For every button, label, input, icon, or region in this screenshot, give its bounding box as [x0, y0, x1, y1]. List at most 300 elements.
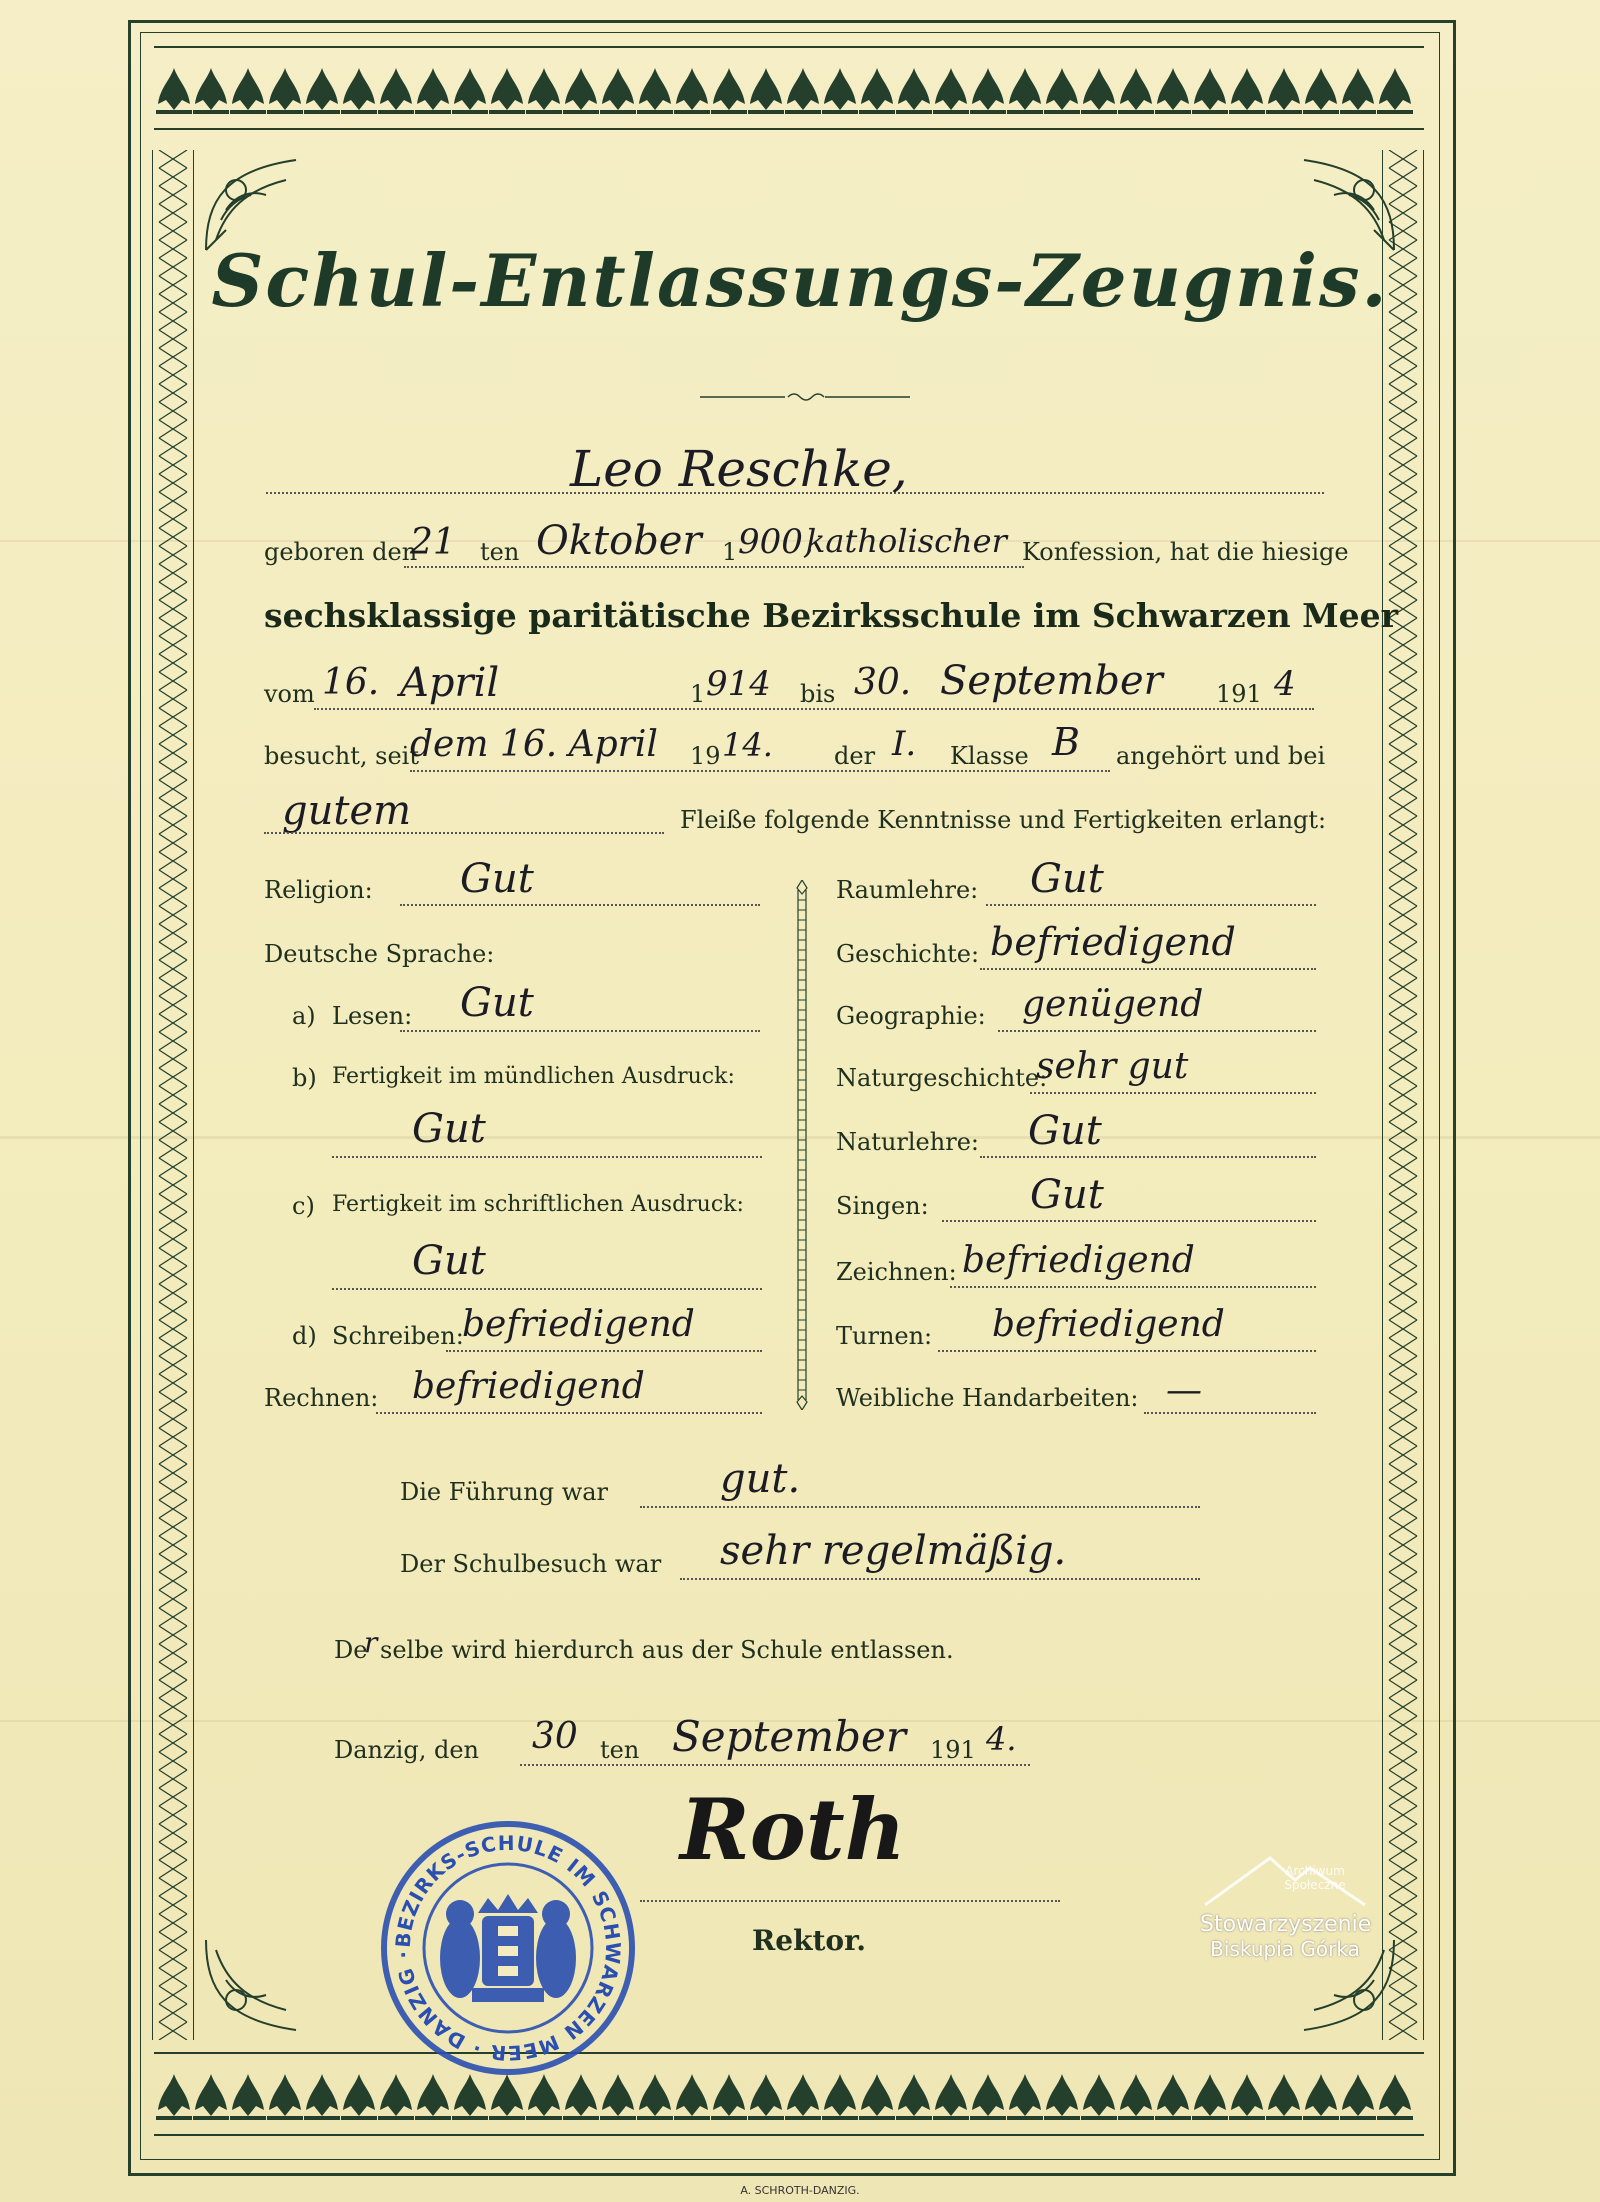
handarbeiten-label: Weibliche Handarbeiten:	[836, 1384, 1139, 1412]
fleur-base	[230, 2116, 266, 2120]
fleur-ornament	[491, 2074, 523, 2116]
rechnen-dotted-line	[376, 1412, 762, 1414]
border-zigzag	[159, 852, 187, 870]
birth-dotted-line	[404, 566, 1024, 568]
fleur-base	[896, 2116, 932, 2120]
printer-imprint: A. SCHROTH-DANZIG.	[740, 2184, 860, 2197]
class-year: 14.	[722, 726, 773, 764]
border-zigzag	[1389, 1392, 1417, 1410]
border-zigzag	[159, 1554, 187, 1572]
fleur-base	[415, 110, 451, 114]
border-zigzag	[1389, 330, 1417, 348]
border-zigzag	[159, 654, 187, 672]
birth-year-prefix: 1	[722, 538, 738, 566]
fleur-ornament	[676, 68, 708, 110]
student-name: Leo Reschke,	[570, 440, 908, 498]
border-zigzag	[1389, 510, 1417, 528]
school-seal-stamp	[378, 1818, 638, 2078]
border-zigzag	[159, 798, 187, 816]
fleur-ornament	[935, 2074, 967, 2116]
naturgeschichte-dotted-line	[1030, 1092, 1316, 1094]
border-zigzag	[1389, 366, 1417, 384]
schulbesuch-label: Der Schulbesuch war	[400, 1550, 662, 1578]
fleur-ornament	[1009, 68, 1041, 110]
date-place: Danzig, den	[334, 1736, 479, 1764]
fleur-base	[489, 110, 525, 114]
bottom-ornament-band	[154, 2052, 1424, 2136]
fleur-ornament	[1379, 2074, 1411, 2116]
vom-label: vom	[264, 680, 315, 708]
fleur-ornament	[602, 2074, 634, 2116]
besucht-label: besucht, seit	[264, 742, 419, 770]
fleur-base	[600, 110, 636, 114]
fleur-ornament	[565, 68, 597, 110]
religion-dotted-line	[400, 904, 760, 906]
fleur-base	[933, 110, 969, 114]
border-zigzag	[1389, 1896, 1417, 1914]
muendlich-label: Fertigkeit im mündlichen Ausdruck:	[332, 1064, 735, 1089]
date-year: 4.	[986, 1720, 1017, 1758]
fleur-base	[304, 2116, 340, 2120]
border-zigzag	[1389, 546, 1417, 564]
border-zigzag	[159, 510, 187, 528]
border-zigzag	[159, 384, 187, 402]
fleur-base	[1340, 110, 1376, 114]
date-dotted-line	[520, 1764, 1030, 1766]
border-zigzag	[159, 1716, 187, 1734]
border-zigzag	[159, 690, 187, 708]
rechnen-grade: befriedigend	[412, 1366, 645, 1407]
singen-dotted-line	[942, 1220, 1316, 1222]
border-zigzag	[159, 1734, 187, 1752]
fleur-base	[933, 2116, 969, 2120]
class-number: I.	[892, 724, 917, 764]
fleur-base	[1192, 110, 1228, 114]
from-year: 914	[706, 664, 771, 704]
corner-flourish-bottom-left	[196, 1930, 306, 2040]
border-zigzag	[1389, 1356, 1417, 1374]
border-zigzag	[159, 888, 187, 906]
zeichnen-grade: befriedigend	[962, 1240, 1195, 1281]
fleur-base	[489, 2116, 525, 2120]
fleur-base	[1266, 110, 1302, 114]
birth-ten: ten	[480, 538, 520, 566]
turnen-label: Turnen:	[836, 1322, 933, 1350]
border-zigzag	[159, 1662, 187, 1680]
fleur-ornament	[306, 68, 338, 110]
turnen-dotted-line	[938, 1350, 1316, 1352]
class-dotted-line	[410, 770, 1110, 772]
schriftlich-grade: Gut	[412, 1238, 486, 1284]
fleur-base	[156, 110, 192, 114]
border-zigzag	[159, 528, 187, 546]
border-zigzag	[159, 1986, 187, 2004]
watermark-line3: Stowarzyszenie	[1200, 1912, 1372, 1937]
border-zigzag	[1389, 780, 1417, 798]
border-zigzag	[1389, 1500, 1417, 1518]
border-zigzag	[1389, 456, 1417, 474]
watermark-line1: Archiwum	[1285, 1864, 1345, 1878]
border-zigzag	[1389, 816, 1417, 834]
border-zigzag	[159, 1770, 187, 1788]
border-zigzag	[159, 1410, 187, 1428]
border-zigzag	[159, 1572, 187, 1590]
fleur-ornament	[195, 68, 227, 110]
attendance-dotted-line	[314, 708, 1314, 710]
border-zigzag	[159, 456, 187, 474]
border-zigzag	[159, 1590, 187, 1608]
fleur-base	[1155, 2116, 1191, 2120]
border-zigzag	[159, 1284, 187, 1302]
border-zigzag	[159, 1302, 187, 1320]
dismissal-text: selbe wird hierdurch aus der Schule entlassen.	[380, 1636, 954, 1664]
fleur-base	[1340, 2116, 1376, 2120]
schreiben-dotted-line	[446, 1350, 762, 1352]
fleur-ornament	[528, 68, 560, 110]
border-zigzag	[159, 1032, 187, 1050]
fleur-base	[563, 110, 599, 114]
fleur-ornament	[750, 2074, 782, 2116]
date-day: 30	[532, 1716, 578, 1757]
border-zigzag	[1389, 744, 1417, 762]
border-zigzag	[1389, 564, 1417, 582]
fleur-ornament	[306, 2074, 338, 2116]
border-zigzag	[1389, 978, 1417, 996]
top-ornament-band	[154, 46, 1424, 130]
fleur-ornament	[750, 68, 782, 110]
date-ten: ten	[600, 1736, 640, 1764]
fleur-base	[267, 2116, 303, 2120]
border-zigzag	[159, 186, 187, 204]
schriftlich-prefix: c)	[292, 1192, 315, 1220]
fleur-base	[193, 110, 229, 114]
border-zigzag	[159, 1482, 187, 1500]
border-zigzag	[159, 1500, 187, 1518]
fleur-base	[1044, 110, 1080, 114]
turnen-grade: befriedigend	[992, 1304, 1225, 1345]
border-zigzag	[159, 1752, 187, 1770]
border-zigzag	[1389, 1572, 1417, 1590]
fuehrung-dotted-line	[640, 1506, 1200, 1508]
left-side-border	[152, 150, 194, 2040]
fleur-ornament	[491, 68, 523, 110]
fleur-ornament	[1305, 2074, 1337, 2116]
border-zigzag	[1389, 1536, 1417, 1554]
fleur-base	[896, 110, 932, 114]
border-zigzag	[159, 1932, 187, 1950]
fleur-base	[1007, 2116, 1043, 2120]
dismissal-prefix: De	[334, 1636, 368, 1664]
fleur-ornament	[713, 68, 745, 110]
border-zigzag	[159, 1158, 187, 1176]
rechnen-label: Rechnen:	[264, 1384, 379, 1412]
schreiben-label: Schreiben:	[332, 1322, 464, 1350]
fleur-base	[970, 2116, 1006, 2120]
border-zigzag	[159, 1428, 187, 1446]
border-zigzag	[159, 762, 187, 780]
right-side-border	[1382, 150, 1424, 2040]
fleur-ornament	[861, 2074, 893, 2116]
border-zigzag	[159, 1140, 187, 1158]
birth-day: 21	[410, 522, 456, 563]
border-zigzag	[1389, 1104, 1417, 1122]
border-zigzag	[159, 1968, 187, 1986]
geographie-grade: genügend	[1022, 984, 1204, 1025]
border-zigzag	[159, 996, 187, 1014]
fleur-ornament	[565, 2074, 597, 2116]
religion-label: Religion:	[264, 876, 373, 904]
border-zigzag	[159, 978, 187, 996]
border-zigzag	[159, 1788, 187, 1806]
from-year-prefix: 1	[690, 680, 706, 708]
border-zigzag	[159, 1824, 187, 1842]
border-zigzag	[1389, 1176, 1417, 1194]
border-zigzag	[1389, 438, 1417, 456]
fleur-base	[452, 2116, 488, 2120]
fleur-ornament	[824, 68, 856, 110]
fleur-ornament	[676, 2074, 708, 2116]
fleur-ornament	[1231, 2074, 1263, 2116]
border-zigzag	[159, 1644, 187, 1662]
border-zigzag	[1389, 1266, 1417, 1284]
fuehrung-value: gut.	[720, 1456, 801, 1502]
fleur-base	[785, 110, 821, 114]
border-zigzag	[1389, 1230, 1417, 1248]
border-zigzag	[159, 1518, 187, 1536]
fleur-ornament	[602, 68, 634, 110]
border-zigzag	[1389, 1752, 1417, 1770]
border-zigzag	[159, 1608, 187, 1626]
border-zigzag	[1389, 1320, 1417, 1338]
border-zigzag	[1389, 1248, 1417, 1266]
naturlehre-label: Naturlehre:	[836, 1128, 979, 1156]
border-zigzag	[159, 546, 187, 564]
class-line-end: angehört und bei	[1116, 742, 1326, 770]
border-zigzag	[1389, 1122, 1417, 1140]
fleur-base	[1266, 2116, 1302, 2120]
fleur-base	[304, 110, 340, 114]
to-day: 30.	[854, 662, 912, 703]
schriftlich-dotted-line	[332, 1288, 762, 1290]
fleur-ornament	[972, 68, 1004, 110]
border-zigzag	[159, 1842, 187, 1860]
lesen-dotted-line	[400, 1030, 760, 1032]
muendlich-prefix: b)	[292, 1064, 317, 1092]
border-zigzag	[159, 924, 187, 942]
fleur-base	[1229, 110, 1265, 114]
border-zigzag	[159, 582, 187, 600]
border-zigzag	[1389, 1860, 1417, 1878]
border-zigzag	[159, 330, 187, 348]
border-zigzag	[1389, 1626, 1417, 1644]
fleur-base	[637, 110, 673, 114]
border-zigzag	[1389, 1878, 1417, 1896]
border-zigzag	[1389, 1212, 1417, 1230]
border-zigzag	[1389, 1608, 1417, 1626]
fleur-ornament	[232, 2074, 264, 2116]
border-zigzag	[159, 564, 187, 582]
border-zigzag	[1389, 1302, 1417, 1320]
border-zigzag	[159, 1950, 187, 1968]
fleur-base	[674, 2116, 710, 2120]
fleur-ornament	[232, 68, 264, 110]
klasse-label: Klasse	[950, 742, 1029, 770]
border-zigzag	[159, 150, 187, 168]
naturlehre-grade: Gut	[1028, 1108, 1102, 1154]
border-zigzag	[1389, 690, 1417, 708]
border-zigzag	[159, 1050, 187, 1068]
fleur-ornament	[1083, 2074, 1115, 2116]
schulbesuch-dotted-line	[680, 1578, 1200, 1580]
border-zigzag	[159, 1896, 187, 1914]
border-zigzag	[1389, 1590, 1417, 1608]
border-zigzag	[1389, 1428, 1417, 1446]
fleur-base	[822, 2116, 858, 2120]
border-zigzag	[1389, 420, 1417, 438]
der-label: der	[834, 742, 876, 770]
fleur-ornament	[1009, 2074, 1041, 2116]
border-zigzag	[159, 438, 187, 456]
geschichte-dotted-line	[980, 968, 1316, 970]
border-zigzag	[1389, 1644, 1417, 1662]
border-zigzag	[159, 1230, 187, 1248]
border-zigzag	[159, 2022, 187, 2040]
border-zigzag	[159, 708, 187, 726]
border-zigzag	[159, 1878, 187, 1896]
handarbeiten-dotted-line	[1144, 1412, 1316, 1414]
border-zigzag	[1389, 1662, 1417, 1680]
fleur-ornament	[454, 2074, 486, 2116]
fleur-base	[637, 2116, 673, 2120]
border-zigzag	[159, 726, 187, 744]
border-zigzag	[1389, 672, 1417, 690]
fleur-ornament	[417, 2074, 449, 2116]
fleur-ornament	[343, 2074, 375, 2116]
border-zigzag	[1389, 996, 1417, 1014]
border-zigzag	[1389, 1464, 1417, 1482]
lesen-label: Lesen:	[332, 1002, 413, 1030]
fleur-base	[230, 110, 266, 114]
certificate-title: Schul-Entlassungs-Zeugnis.	[211, 238, 1389, 323]
border-zigzag	[1389, 1410, 1417, 1428]
date-month: September	[672, 1712, 906, 1761]
singen-label: Singen:	[836, 1192, 929, 1220]
fleur-base	[1303, 2116, 1339, 2120]
fleur-base	[674, 110, 710, 114]
school-name: sechsklassige paritätische Bezirksschule im Schwarzen Meer	[264, 596, 1399, 635]
border-zigzag	[159, 960, 187, 978]
fleur-base	[1192, 2116, 1228, 2120]
fleur-ornament	[343, 68, 375, 110]
religion-grade: Gut	[460, 856, 534, 902]
fleur-base	[341, 110, 377, 114]
border-zigzag	[159, 1374, 187, 1392]
border-zigzag	[159, 834, 187, 852]
raumlehre-dotted-line	[986, 904, 1316, 906]
schreiben-prefix: d)	[292, 1322, 317, 1350]
fleur-ornament	[824, 2074, 856, 2116]
fleur-ornament	[269, 68, 301, 110]
class-year-prefix: 19	[690, 742, 721, 770]
fleur-base	[1118, 2116, 1154, 2120]
border-zigzag	[159, 672, 187, 690]
border-zigzag	[159, 2004, 187, 2022]
border-zigzag	[1389, 798, 1417, 816]
fleur-ornament	[898, 2074, 930, 2116]
border-zigzag	[1389, 942, 1417, 960]
border-zigzag	[159, 1068, 187, 1086]
lesen-grade: Gut	[460, 980, 534, 1026]
border-zigzag	[1389, 762, 1417, 780]
naturgeschichte-grade: sehr gut	[1036, 1046, 1189, 1087]
border-zigzag	[159, 1248, 187, 1266]
raumlehre-grade: Gut	[1030, 856, 1104, 902]
schreiben-grade: befriedigend	[462, 1304, 695, 1345]
border-zigzag	[159, 1176, 187, 1194]
border-zigzag	[159, 1086, 187, 1104]
border-zigzag	[1389, 960, 1417, 978]
border-zigzag	[1389, 636, 1417, 654]
fleur-base	[859, 2116, 895, 2120]
to-year: 4	[1274, 664, 1296, 704]
border-zigzag	[159, 420, 187, 438]
to-month: September	[940, 658, 1163, 704]
border-zigzag	[159, 1104, 187, 1122]
border-zigzag	[1389, 924, 1417, 942]
fleur-base	[1303, 110, 1339, 114]
border-zigzag	[1389, 1806, 1417, 1824]
signature: Roth	[680, 1780, 906, 1879]
border-zigzag	[1389, 1734, 1417, 1752]
border-zigzag	[1389, 1068, 1417, 1086]
fleur-base	[526, 110, 562, 114]
border-zigzag	[159, 1122, 187, 1140]
fleur-ornament	[639, 68, 671, 110]
fleur-ornament	[861, 68, 893, 110]
fleur-base	[156, 2116, 192, 2120]
fleur-base	[415, 2116, 451, 2120]
border-zigzag	[1389, 1140, 1417, 1158]
watermark-line4: Biskupia Górka	[1210, 1937, 1360, 1961]
fleur-ornament	[454, 68, 486, 110]
stamp-ring-text: BEZIRKS-SCHULE IM SCHWARZEN MEER · DANZIG ·	[390, 1830, 626, 2066]
diligence-value: gutem	[282, 788, 412, 834]
fleur-ornament	[1120, 2074, 1152, 2116]
birth-prefix: geboren den	[264, 538, 418, 566]
border-zigzag	[159, 600, 187, 618]
schulbesuch-value: sehr regelmäßig.	[720, 1528, 1067, 1574]
lesen-prefix: a)	[292, 1002, 316, 1030]
border-zigzag	[159, 492, 187, 510]
border-zigzag	[1389, 1158, 1417, 1176]
border-zigzag	[159, 942, 187, 960]
fleur-ornament	[528, 2074, 560, 2116]
birth-month: Oktober	[536, 518, 702, 564]
fleur-ornament	[713, 2074, 745, 2116]
border-zigzag	[1389, 1554, 1417, 1572]
border-zigzag	[159, 1626, 187, 1644]
fleur-ornament	[1120, 68, 1152, 110]
geographie-label: Geographie:	[836, 1002, 986, 1030]
zeichnen-label: Zeichnen:	[836, 1258, 957, 1286]
fleur-ornament	[787, 2074, 819, 2116]
border-zigzag	[1389, 1482, 1417, 1500]
border-zigzag	[1389, 1374, 1417, 1392]
archive-watermark	[1200, 1850, 1370, 1961]
raumlehre-label: Raumlehre:	[836, 876, 979, 904]
fleur-ornament	[1268, 2074, 1300, 2116]
border-zigzag	[1389, 1518, 1417, 1536]
